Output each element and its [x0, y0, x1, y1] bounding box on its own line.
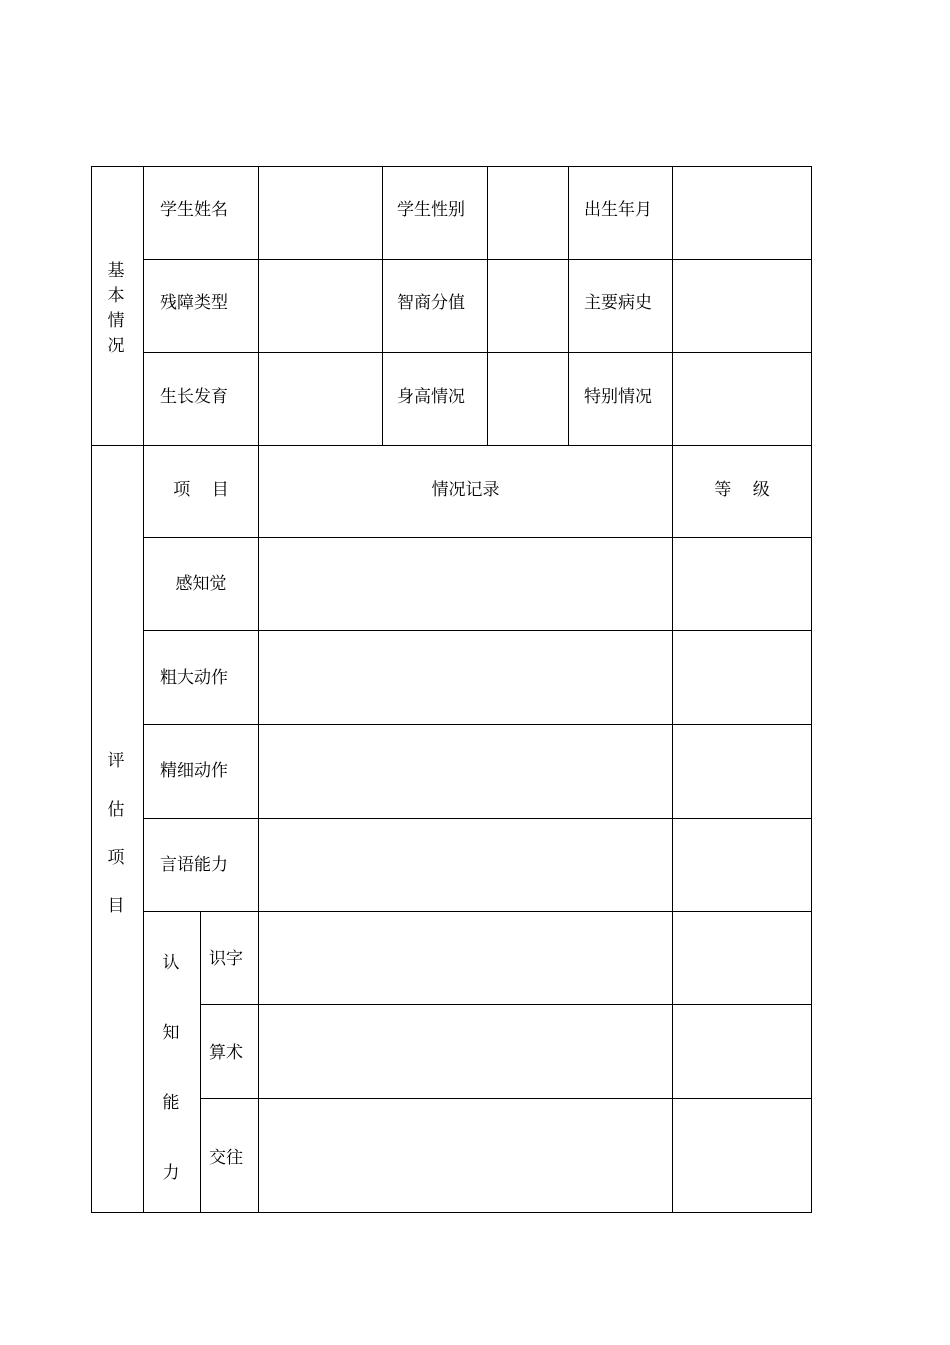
col-divider — [143, 166, 144, 1213]
header-item: 项 目 — [173, 480, 229, 500]
grade-gross-motor[interactable] — [673, 631, 811, 724]
table-border-left — [91, 166, 92, 1213]
subitem-literacy: 识字 — [209, 949, 243, 969]
subitem-arithmetic: 算术 — [209, 1043, 243, 1063]
value-growth-development[interactable] — [259, 353, 382, 445]
value-medical-history[interactable] — [673, 260, 811, 352]
col-divider — [200, 911, 201, 1213]
col-divider — [382, 166, 383, 446]
grade-social[interactable] — [673, 1099, 811, 1212]
section-divider — [91, 445, 812, 446]
basic-info-section-label: 基 本 情 况 — [107, 261, 125, 356]
value-birth-date[interactable] — [673, 167, 811, 259]
record-language[interactable] — [259, 819, 672, 911]
subitem-social: 交往 — [209, 1148, 243, 1168]
value-disability-type[interactable] — [259, 260, 382, 352]
value-student-name[interactable] — [259, 167, 382, 259]
record-fine-motor[interactable] — [259, 725, 672, 818]
label-medical-history: 主要病史 — [584, 293, 652, 313]
item-perception: 感知觉 — [175, 574, 227, 594]
header-grade: 等 级 — [714, 480, 770, 500]
value-height[interactable] — [488, 353, 568, 445]
grade-arithmetic[interactable] — [673, 1005, 811, 1098]
eval-section-label: 评 估 项 目 — [107, 751, 125, 916]
item-gross-motor: 粗大动作 — [160, 668, 228, 688]
value-student-gender[interactable] — [488, 167, 568, 259]
cognitive-group-label: 认 知 能 力 — [162, 953, 180, 1183]
label-growth-development: 生长发育 — [160, 387, 228, 407]
label-birth-date: 出生年月 — [584, 200, 652, 220]
item-language: 言语能力 — [160, 855, 228, 875]
grade-literacy[interactable] — [673, 912, 811, 1004]
label-student-gender: 学生性别 — [397, 200, 465, 220]
header-record: 情况记录 — [431, 480, 500, 500]
value-iq-score[interactable] — [488, 260, 568, 352]
record-literacy[interactable] — [259, 912, 672, 1004]
grade-language[interactable] — [673, 819, 811, 911]
grade-fine-motor[interactable] — [673, 725, 811, 818]
col-divider — [568, 166, 569, 446]
record-gross-motor[interactable] — [259, 631, 672, 724]
label-height: 身高情况 — [397, 387, 465, 407]
label-special-situation: 特别情况 — [584, 387, 652, 407]
label-student-name: 学生姓名 — [160, 200, 228, 220]
table-border-right — [811, 166, 812, 1213]
label-iq-score: 智商分值 — [397, 293, 465, 313]
item-fine-motor: 精细动作 — [160, 761, 228, 781]
grade-perception[interactable] — [673, 538, 811, 630]
record-social[interactable] — [259, 1099, 672, 1212]
record-perception[interactable] — [259, 538, 672, 630]
assessment-form-table — [91, 166, 812, 1213]
label-disability-type: 残障类型 — [160, 293, 228, 313]
record-arithmetic[interactable] — [259, 1005, 672, 1098]
value-special-situation[interactable] — [673, 353, 811, 445]
